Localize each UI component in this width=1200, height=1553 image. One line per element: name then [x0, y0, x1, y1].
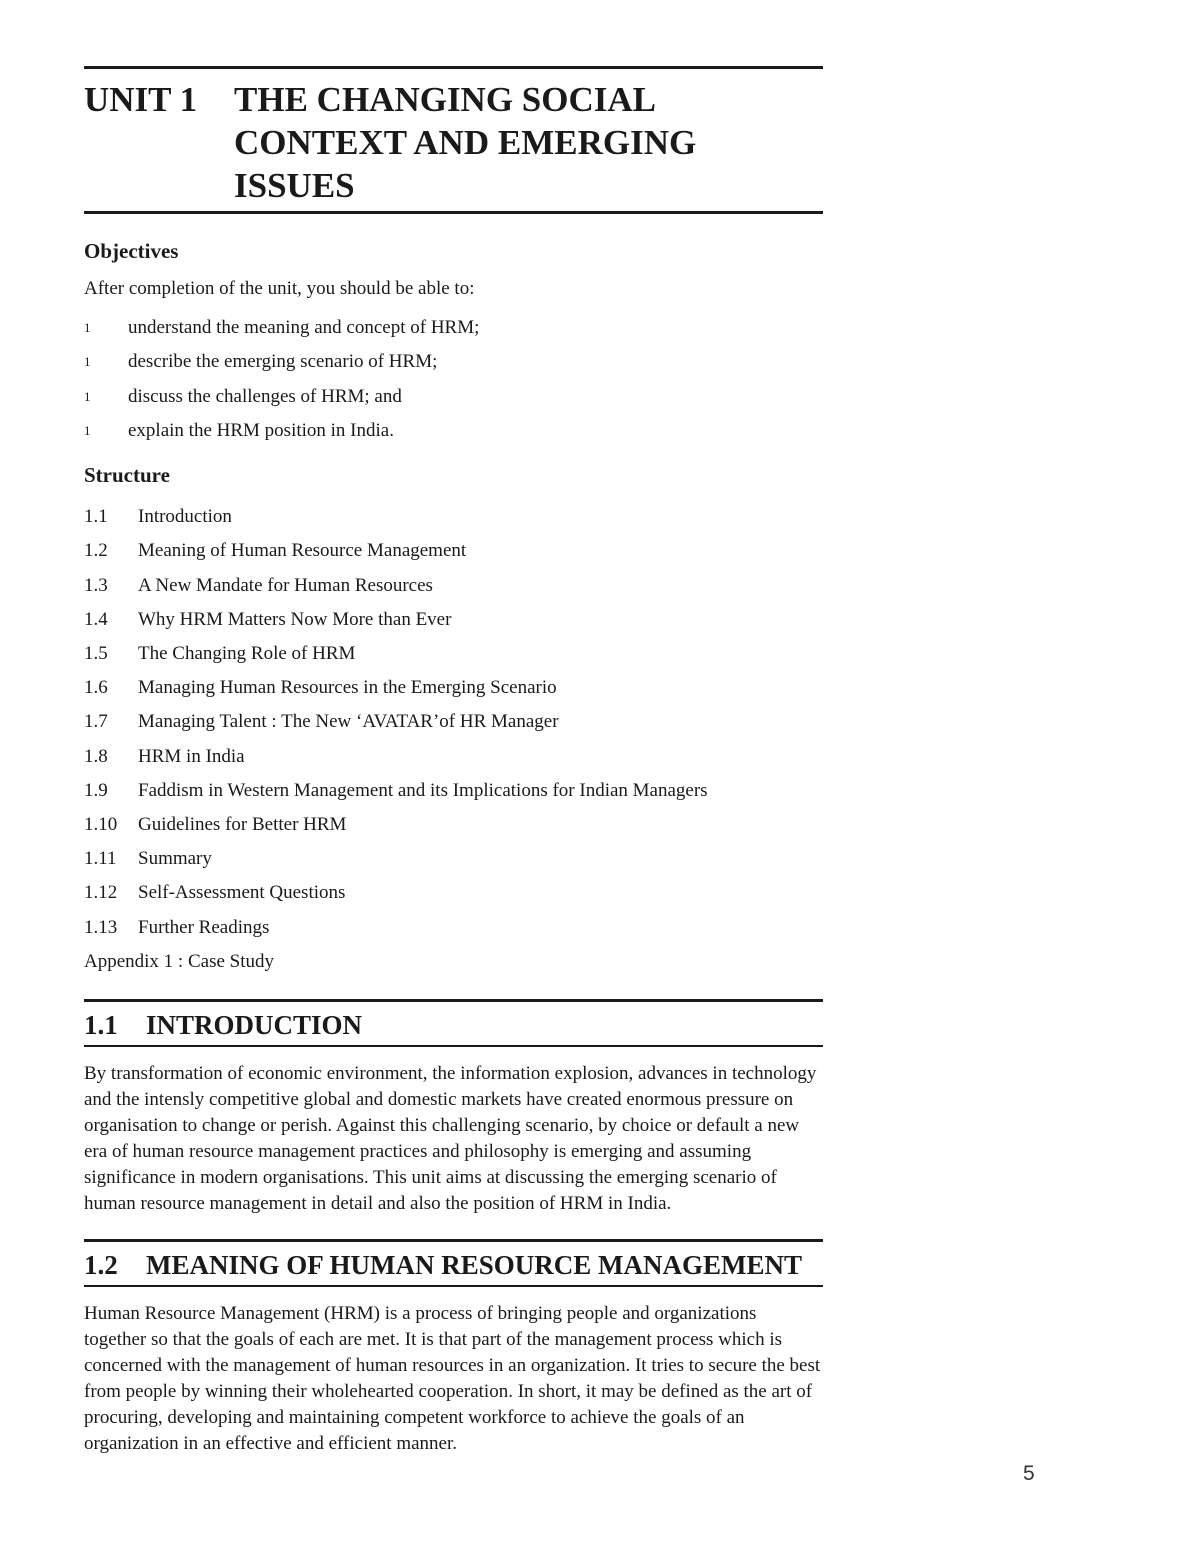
structure-num: 1.11	[84, 848, 117, 870]
section-number: 1.1	[84, 1009, 118, 1040]
bullet-glyph: 1	[84, 388, 91, 404]
structure-item	[84, 705, 823, 739]
structure-text: HRM in India	[138, 745, 245, 767]
structure-num: 1.13	[84, 916, 118, 938]
structure-num: 1.7	[84, 711, 108, 733]
list-item	[84, 345, 823, 379]
unit-number: UNIT 1	[84, 80, 198, 119]
structure-item	[84, 500, 823, 534]
structure-num: 1.8	[84, 745, 108, 767]
objectives-heading: Objectives	[84, 239, 179, 263]
structure-num: 1.12	[84, 882, 118, 904]
structure-item	[84, 876, 823, 910]
bullet-glyph: 1	[84, 423, 91, 439]
structure-text: Further Readings	[138, 916, 270, 938]
structure-text: Faddism in Western Management and its Implications for Indian Managers	[138, 779, 708, 801]
objectives-list	[84, 311, 823, 448]
unit-header	[84, 69, 823, 211]
structure-num: 1.2	[84, 540, 108, 562]
objective-text: describe the emerging scenario of HRM;	[128, 351, 438, 373]
structure-text: Guidelines for Better HRM	[138, 813, 347, 835]
section-title: MEANING OF HUMAN RESOURCE MANAGEMENT	[146, 1249, 802, 1280]
structure-appendix: Appendix 1 : Case Study	[84, 950, 274, 972]
section-title: INTRODUCTION	[146, 1009, 363, 1040]
structure-item	[84, 910, 823, 944]
structure-text: Introduction	[138, 506, 232, 528]
structure-text: Managing Human Resources in the Emerging Scenario	[138, 677, 557, 699]
objectives-intro: After completion of the unit, you should be able to:	[84, 278, 475, 299]
structure-list	[84, 500, 823, 944]
structure-num: 1.1	[84, 506, 108, 528]
structure-num: 1.10	[84, 813, 118, 835]
structure-item	[84, 774, 823, 808]
structure-text: Why HRM Matters Now More than Ever	[138, 608, 452, 630]
structure-text: Managing Talent : The New ‘AVATAR’of HR Manager	[138, 711, 559, 733]
unit-title: THE CHANGING SOCIAL CONTEXT AND EMERGING ISSUES	[234, 80, 697, 205]
structure-item	[84, 842, 823, 876]
structure-num: 1.5	[84, 643, 108, 665]
structure-num: 1.3	[84, 574, 108, 596]
objective-text: discuss the challenges of HRM; and	[128, 385, 402, 407]
structure-num: 1.9	[84, 779, 108, 801]
structure-text: A New Mandate for Human Resources	[138, 574, 433, 596]
structure-heading: Structure	[84, 463, 170, 488]
bullet-glyph: 1	[84, 354, 91, 370]
section-heading-introduction	[84, 999, 823, 1047]
page-number: 5	[1023, 1462, 1035, 1485]
structure-item	[84, 740, 823, 774]
structure-item	[84, 637, 823, 671]
section-heading-meaning	[84, 1239, 823, 1287]
objective-text: explain the HRM position in India.	[128, 420, 394, 442]
structure-text: Summary	[138, 848, 212, 870]
list-item	[84, 311, 823, 345]
introduction-paragraph: By transformation of economic environment, the information explosion, advances in technology and the intensly competitive global and domestic markets have created enormous pressure on organisation to change or perish. Against this challenging scenario, by choice or default a new era of human resource management practices and philosophy is emerging and assuming significance in modern organisations. This unit aims at discussing the emerging scenario of human resource management in detail and also the position of HRM in India.	[84, 1062, 817, 1214]
list-item	[84, 414, 823, 448]
section-number: 1.2	[84, 1249, 118, 1280]
list-item	[84, 380, 823, 414]
structure-item	[84, 569, 823, 603]
objective-text: understand the meaning and concept of HRM;	[128, 317, 480, 339]
structure-num: 1.4	[84, 608, 108, 630]
structure-item	[84, 603, 823, 637]
structure-item	[84, 671, 823, 705]
meaning-paragraph: Human Resource Management (HRM) is a process of bringing people and organizations together so that the goals of each are met. It is that part of the management process which is concerned with the management of human resources in an organization. It tries to secure the best from people by winning their wholehearted cooperation. In short, it may be defined as the art of procuring, developing and maintaining competent workforce to achieve the goals of an organization in an effective and efficient manner.	[84, 1302, 821, 1454]
structure-item	[84, 808, 823, 842]
structure-item	[84, 534, 823, 568]
structure-text: The Changing Role of HRM	[138, 643, 356, 665]
structure-text: Self-Assessment Questions	[138, 882, 346, 904]
structure-num: 1.6	[84, 677, 108, 699]
bullet-glyph: 1	[84, 320, 91, 336]
page-content	[84, 66, 823, 1457]
structure-text: Meaning of Human Resource Management	[138, 540, 467, 562]
header-bottom-rule	[84, 211, 823, 214]
